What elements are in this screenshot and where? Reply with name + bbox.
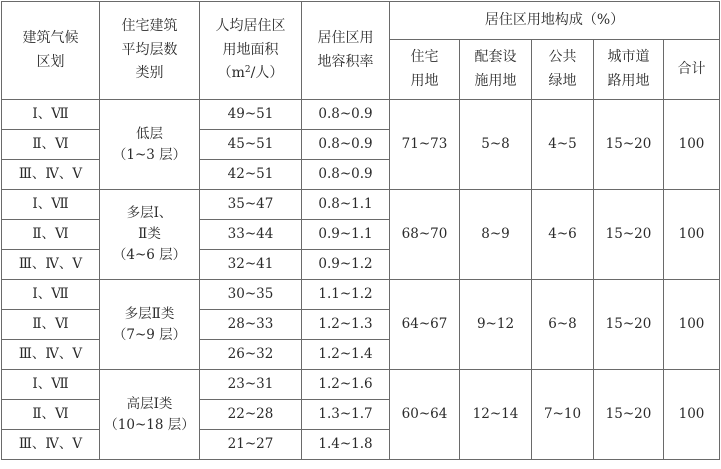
far-cell: 0.8~0.9: [302, 160, 390, 190]
zone-cell: Ⅲ、Ⅳ、Ⅴ: [2, 430, 100, 460]
zone-cell: Ⅲ、Ⅳ、Ⅴ: [2, 250, 100, 280]
residential-cell: 60~64: [390, 370, 460, 460]
table-body: [2, 100, 720, 460]
residential-cell: 68~70: [390, 190, 460, 280]
header-composition: 居住区用地构成（%）: [390, 2, 720, 40]
zone-cell: Ⅱ、Ⅵ: [2, 130, 100, 160]
far-cell: 0.8~0.9: [302, 100, 390, 130]
far-cell: 0.9~1.1: [302, 220, 390, 250]
area-cell: 35~47: [200, 190, 302, 220]
area-cell: 49~51: [200, 100, 302, 130]
roads-cell: 15~20: [594, 100, 664, 190]
green-cell: 4~5: [532, 100, 594, 190]
area-cell: 26~32: [200, 340, 302, 370]
area-cell: 23~31: [200, 370, 302, 400]
far-cell: 1.2~1.3: [302, 310, 390, 340]
header-climate-zone: 建筑气候 区划: [2, 2, 100, 100]
area-cell: 42~51: [200, 160, 302, 190]
facilities-cell: 8~9: [460, 190, 532, 280]
far-cell: 1.2~1.6: [302, 370, 390, 400]
total-cell: 100: [664, 100, 720, 190]
facilities-cell: 5~8: [460, 100, 532, 190]
area-cell: 45~51: [200, 130, 302, 160]
category-cell: 多层Ⅱ类 （7~9 层）: [100, 280, 200, 370]
zone-cell: Ⅲ、Ⅳ、Ⅴ: [2, 160, 100, 190]
far-cell: 1.2~1.4: [302, 340, 390, 370]
land-use-table: [1, 1, 720, 460]
roads-cell: 15~20: [594, 370, 664, 460]
far-cell: 1.1~1.2: [302, 280, 390, 310]
category-cell: 低层 （1~3 层）: [100, 100, 200, 190]
green-cell: 6~8: [532, 280, 594, 370]
header-road-land: 城市道 路用地: [594, 40, 664, 100]
green-cell: 4~6: [532, 190, 594, 280]
zone-cell: Ⅰ、Ⅶ: [2, 190, 100, 220]
far-cell: 1.3~1.7: [302, 400, 390, 430]
far-cell: 0.8~0.9: [302, 130, 390, 160]
zone-cell: Ⅰ、Ⅶ: [2, 280, 100, 310]
area-cell: 33~44: [200, 220, 302, 250]
table-row: [2, 370, 720, 400]
green-cell: 7~10: [532, 370, 594, 460]
residential-cell: 64~67: [390, 280, 460, 370]
table-row: [2, 100, 720, 130]
area-cell: 32~41: [200, 250, 302, 280]
header-residential-land: 住宅 用地: [390, 40, 460, 100]
residential-cell: 71~73: [390, 100, 460, 190]
zone-cell: Ⅰ、Ⅶ: [2, 370, 100, 400]
table-row: [2, 280, 720, 310]
zone-cell: Ⅰ、Ⅶ: [2, 100, 100, 130]
area-cell: 28~33: [200, 310, 302, 340]
zone-cell: Ⅱ、Ⅵ: [2, 220, 100, 250]
total-cell: 100: [664, 280, 720, 370]
category-cell: 高层Ⅰ类 （10~18 层）: [100, 370, 200, 460]
table-header: [2, 2, 720, 100]
category-cell: 多层Ⅰ、 Ⅱ类 （4~6 层）: [100, 190, 200, 280]
header-facility-land: 配套设 施用地: [460, 40, 532, 100]
far-cell: 0.9~1.2: [302, 250, 390, 280]
facilities-cell: 9~12: [460, 280, 532, 370]
facilities-cell: 12~14: [460, 370, 532, 460]
roads-cell: 15~20: [594, 190, 664, 280]
area-cell: 22~28: [200, 400, 302, 430]
zone-cell: Ⅱ、Ⅵ: [2, 400, 100, 430]
table-row: [2, 190, 720, 220]
roads-cell: 15~20: [594, 280, 664, 370]
zone-cell: Ⅲ、Ⅳ、Ⅴ: [2, 340, 100, 370]
far-cell: 0.8~1.1: [302, 190, 390, 220]
area-cell: 21~27: [200, 430, 302, 460]
header-floor-area-ratio: 居住区用 地容积率: [302, 2, 390, 100]
header-floor-category: 住宅建筑 平均层数 类别: [100, 2, 200, 100]
total-cell: 100: [664, 190, 720, 280]
area-cell: 30~35: [200, 280, 302, 310]
header-total: 合计: [664, 40, 720, 100]
far-cell: 1.4~1.8: [302, 430, 390, 460]
header-per-capita-area: 人均居住区 用地面积 （$m^2/$人）: [200, 2, 302, 100]
total-cell: 100: [664, 370, 720, 460]
zone-cell: Ⅱ、Ⅵ: [2, 310, 100, 340]
header-public-green: 公共 绿地: [532, 40, 594, 100]
